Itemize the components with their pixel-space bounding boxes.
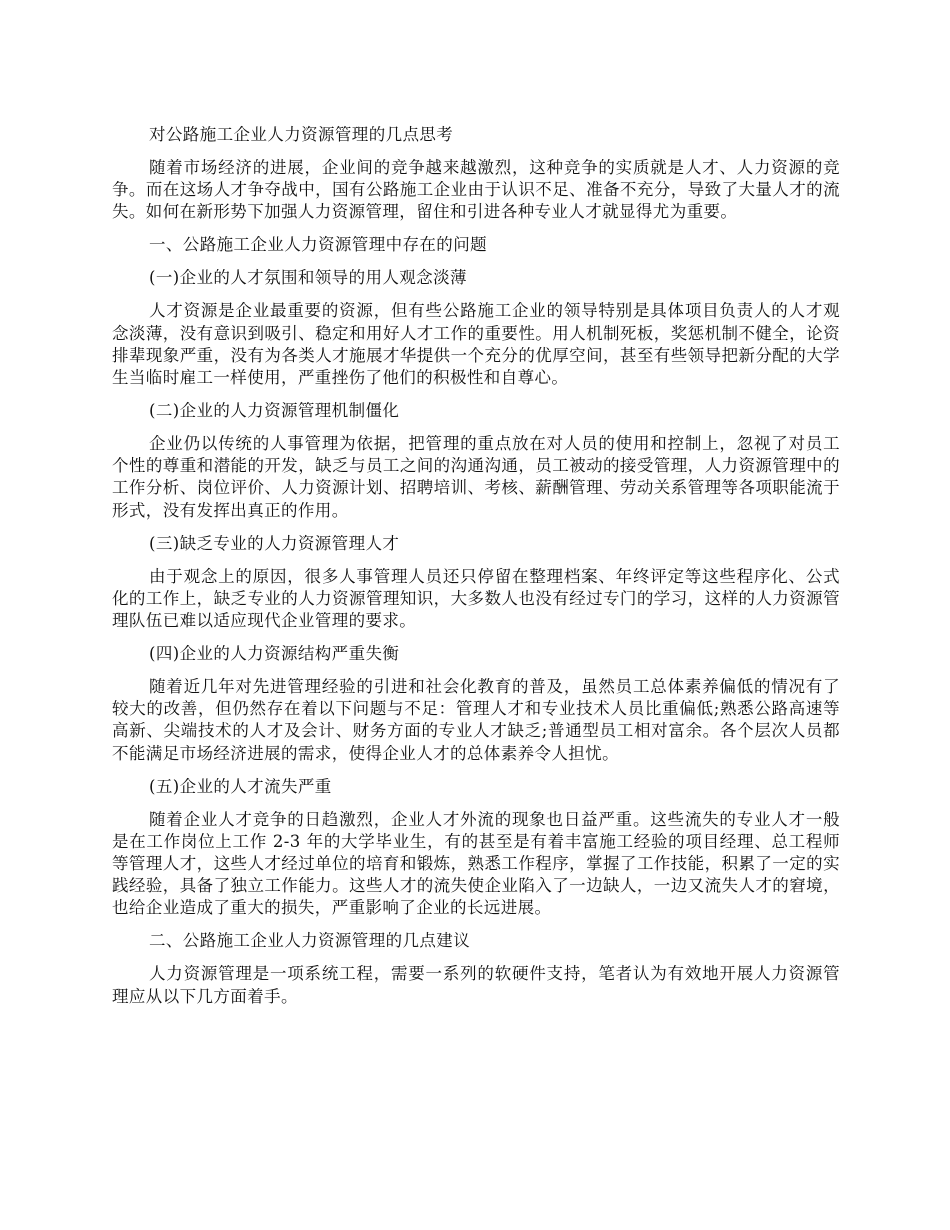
subsection-heading-5: (五)企业的人才流失严重: [149, 776, 332, 796]
body-paragraph: 由于观念上的原因，很多人事管理人员还只停留在整理档案、年终评定等这些程序化、公式化的工作上，缺乏专业的人力资源管理知识，大多数人也没有经过专门的学习，这样的人力资源管理队伍已难以适应现代企业管理的要求。: [112, 566, 840, 631]
body-paragraph: 人才资源是企业最重要的资源，但有些公路施工企业的领导特别是具体项目负责人的人才观念淡薄，没有意识到吸引、稳定和用好人才工作的重要性。用人机制死板，奖惩机制不健全，论资排辈现象严重，没有为各类人才施展才华提供一个充分的优厚空间，甚至有些领导把新分配的大学生当临时雇工一样使用，严重挫伤了他们的积极性和自尊心。: [112, 301, 840, 388]
body-paragraph: 企业仍以传统的人事管理为依据，把管理的重点放在对人员的使用和控制上，忽视了对员工个性的尊重和潜能的开发，缺乏与员工之间的沟通沟通，员工被动的接受管理，人力资源管理中的工作分析、岗位评价、人力资源计划、招聘培训、考核、薪酬管理、劳动关系管理等各项职能流于形式，没有发挥出真正的作用。: [112, 434, 840, 520]
body-paragraph: 随着近几年对先进管理经验的引进和社会化教育的普及，虽然员工总体素养偏低的情况有了较大的改善，但仍然存在着以下问题与不足：管理人才和专业技术人员比重偏低;熟悉公路高速等高新、尖端技术的人才及会计、财务方面的专业人才缺乏;普通型员工相对富余。各个层次人员都不能满足市场经济进展的需求，使得企业人才的总体素养令人担忧。: [112, 677, 840, 763]
section-heading-suggestions: 二、公路施工企业人力资源管理的几点建议: [149, 931, 471, 951]
intro-paragraph: 随着市场经济的进展，企业间的竞争越来越激烈，这种竞争的实质就是人才、人力资源的竞争。而在这场人才争夺战中，国有公路施工企业由于认识不足、准备不充分，导致了大量人才的流失。如何在新形势下加强人力资源管理，留住和引进各种专业人才就显得尤为重要。: [112, 158, 840, 222]
section-heading-problems: 一、公路施工企业人力资源管理中存在的问题: [149, 235, 487, 255]
subsection-heading-4: (四)企业的人力资源结构严重失衡: [149, 644, 400, 664]
subsection-heading-2: (二)企业的人力资源管理机制僵化: [149, 401, 400, 421]
body-paragraph: 人力资源管理是一项系统工程，需要一系列的软硬件支持，笔者认为有效地开展人力资源管理应从以下几方面着手。: [112, 964, 840, 1006]
body-paragraph: 随着企业人才竞争的日趋激烈，企业人才外流的现象也日益严重。这些流失的专业人才一般是在工作岗位上工作 2-3 年的大学毕业生，有的甚至是有着丰富施工经验的项目经理、总工程师等管理人才，这些人才经过单位的培育和锻炼，熟悉工作程序，掌握了工作技能，积累了一定的实践经验，具备了独立工作能力。这些人才的流失使企业陷入了一边缺人，一边又流失人才的窘境，也给企业造成了重大的损失，严重影响了企业的长远进展。: [112, 809, 840, 918]
document-body: [112, 124, 840, 1019]
subsection-heading-3: (三)缺乏专业的人力资源管理人才: [149, 533, 400, 553]
document-title: 对公路施工企业人力资源管理的几点思考: [149, 125, 454, 144]
subsection-heading-1: (一)企业的人才氛围和领导的用人观念淡薄: [149, 268, 467, 288]
